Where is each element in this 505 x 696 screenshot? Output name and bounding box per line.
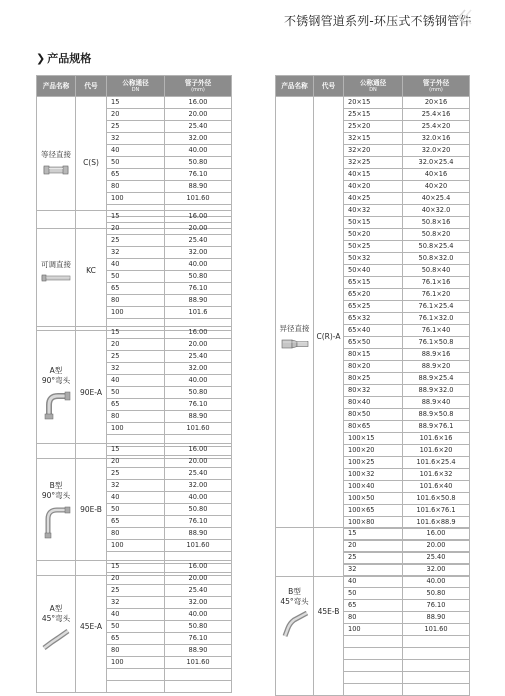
dn-cell: 50 (107, 387, 165, 399)
dn-cell: 65 (107, 399, 165, 411)
od-cell: 88.90 (165, 295, 232, 307)
dn-cell: 65×20 (344, 289, 403, 301)
dn-cell: 50 (107, 157, 165, 169)
od-cell: 76.10 (403, 600, 470, 612)
dn-cell: 65×15 (344, 277, 403, 289)
od-cell: 50.8×20 (403, 229, 470, 241)
od-cell: 25.4×20 (403, 121, 470, 133)
od-cell: 101.60 (403, 624, 470, 636)
product-name: 异径直接 (279, 323, 310, 333)
product-name-line1: A型 (49, 365, 63, 375)
dn-cell (344, 660, 403, 672)
elbow-90-icon (37, 390, 75, 420)
dn-cell: 25×20 (344, 121, 403, 133)
reducing-coupling-icon (276, 338, 313, 350)
dn-cell: 40×20 (344, 181, 403, 193)
col-header-dn: 公称通径 DN (344, 76, 403, 97)
dn-cell: 40×25 (344, 193, 403, 205)
spec-table-elbow-45-b (275, 527, 470, 696)
dn-cell: 20×15 (344, 97, 403, 109)
od-cell: 76.1×32.0 (403, 313, 470, 325)
od-cell: 20×16 (403, 97, 470, 109)
od-cell: 76.1×40 (403, 325, 470, 337)
product-code: KC (76, 211, 107, 331)
spec-table-elbow-90-b (36, 443, 232, 576)
dn-cell (344, 672, 403, 684)
col-header-code: 代号 (76, 76, 107, 97)
spec-table-reducing-coupling (275, 75, 470, 577)
dn-cell: 40 (107, 609, 165, 621)
od-cell: 50.80 (165, 504, 232, 516)
od-cell: 16.00 (165, 444, 232, 456)
dn-cell: 65 (344, 600, 403, 612)
dn-cell: 40 (344, 576, 403, 588)
table-row (276, 97, 470, 109)
dn-cell: 65 (107, 633, 165, 645)
od-cell (403, 636, 470, 648)
od-cell: 20.00 (165, 339, 232, 351)
table-header-row (276, 76, 470, 97)
section-title (36, 50, 91, 66)
dn-cell: 65×25 (344, 301, 403, 313)
product-code: 90E-A (76, 327, 107, 459)
col-header-dn: 公称通径 DN (107, 76, 165, 97)
dn-cell: 80×20 (344, 361, 403, 373)
col-header-name: 产品名称 (276, 76, 314, 97)
od-cell: 88.90 (165, 411, 232, 423)
product-name-cell (37, 561, 76, 693)
table-row (37, 561, 232, 573)
table-row (37, 211, 232, 223)
od-cell: 76.10 (165, 516, 232, 528)
dn-cell: 80×40 (344, 397, 403, 409)
dn-cell: 80 (107, 645, 165, 657)
od-cell: 20.00 (165, 109, 232, 121)
elbow-90-long-icon (37, 505, 75, 539)
od-cell: 101.6×40 (403, 481, 470, 493)
dn-cell: 80×65 (344, 421, 403, 433)
dn-cell: 40 (107, 259, 165, 271)
od-cell (403, 660, 470, 672)
od-cell: 50.8×25.4 (403, 241, 470, 253)
dn-cell: 20 (107, 573, 165, 585)
dn-cell: 40 (107, 492, 165, 504)
product-name: 可调直接 (41, 259, 71, 269)
dn-cell: 50 (107, 621, 165, 633)
dn-cell: 20 (107, 223, 165, 235)
dn-cell: 50×20 (344, 229, 403, 241)
dn-cell: 15 (344, 528, 403, 540)
od-cell: 16.00 (165, 561, 232, 573)
od-cell: 88.9×16 (403, 349, 470, 361)
dn-cell: 25 (107, 351, 165, 363)
od-cell: 101.6×76.1 (403, 505, 470, 517)
table-row (37, 97, 232, 109)
product-name-cell (37, 211, 76, 331)
dn-cell: 25 (107, 121, 165, 133)
product-name-cell (276, 97, 314, 577)
od-cell: 88.9×25.4 (403, 373, 470, 385)
product-code: 45E-A (76, 561, 107, 693)
od-cell: 88.9×76.1 (403, 421, 470, 433)
dn-cell: 100×40 (344, 481, 403, 493)
dn-cell: 100×32 (344, 469, 403, 481)
od-cell: 40.00 (165, 259, 232, 271)
od-cell: 25.40 (165, 121, 232, 133)
dn-cell: 65 (107, 516, 165, 528)
od-cell: 25.40 (165, 351, 232, 363)
dn-cell: 20 (107, 456, 165, 468)
dn-cell: 65×40 (344, 325, 403, 337)
od-cell: 101.6×20 (403, 445, 470, 457)
dn-cell: 25 (107, 235, 165, 247)
od-cell: 101.6×32 (403, 469, 470, 481)
dn-cell: 32 (107, 480, 165, 492)
dn-cell: 100 (107, 423, 165, 435)
dn-cell: 100 (107, 307, 165, 319)
od-cell: 76.10 (165, 283, 232, 295)
dn-cell (107, 681, 165, 693)
od-cell: 32.00 (165, 597, 232, 609)
od-cell: 101.6×88.9 (403, 517, 470, 529)
od-cell: 50.8×40 (403, 265, 470, 277)
dn-cell (344, 684, 403, 696)
dn-cell: 80×50 (344, 409, 403, 421)
od-cell: 40.00 (165, 609, 232, 621)
dn-cell: 50 (344, 588, 403, 600)
dn-cell: 80×32 (344, 385, 403, 397)
product-code: 90E-B (76, 444, 107, 576)
dn-cell: 32 (107, 597, 165, 609)
od-cell (165, 681, 232, 693)
dn-cell: 40×15 (344, 169, 403, 181)
page-header-title: 不锈钢管道系列-环压式不锈钢管件 (284, 14, 472, 28)
chevron-right-icon: ❯ (36, 52, 46, 65)
od-cell: 88.9×20 (403, 361, 470, 373)
col-header-od: 管子外径 (mm) (165, 76, 232, 97)
od-cell: 88.90 (165, 528, 232, 540)
dn-cell: 80 (107, 411, 165, 423)
dn-cell: 100 (107, 657, 165, 669)
dn-cell: 32 (344, 564, 403, 576)
od-cell: 32.0×20 (403, 145, 470, 157)
od-cell (403, 648, 470, 660)
table-row (276, 528, 470, 540)
dn-cell: 25 (344, 552, 403, 564)
od-cell: 76.1×20 (403, 289, 470, 301)
od-cell: 25.40 (403, 552, 470, 564)
spec-table-adjustable-coupling (36, 210, 232, 331)
od-cell: 25.4×16 (403, 109, 470, 121)
dn-cell: 15 (107, 444, 165, 456)
col-header-code: 代号 (314, 76, 344, 97)
dn-cell: 25 (107, 585, 165, 597)
product-code: C(S) (76, 97, 107, 229)
dn-cell: 80 (107, 295, 165, 307)
dn-cell: 100×15 (344, 433, 403, 445)
product-name-cell (37, 97, 76, 229)
od-cell: 32.00 (165, 247, 232, 259)
product-name-line1: B型 (49, 480, 63, 490)
elbow-45-long-icon (276, 611, 313, 637)
od-cell: 101.60 (165, 657, 232, 669)
od-cell: 76.10 (165, 399, 232, 411)
od-cell: 16.00 (165, 211, 232, 223)
product-name-line1: B型 (288, 586, 301, 596)
od-cell: 88.90 (403, 612, 470, 624)
od-cell: 76.1×16 (403, 277, 470, 289)
dn-cell: 32 (107, 247, 165, 259)
dn-cell: 32×20 (344, 145, 403, 157)
od-cell: 40×25.4 (403, 193, 470, 205)
dn-cell: 100×25 (344, 457, 403, 469)
od-cell: 101.60 (165, 540, 232, 552)
dn-cell: 100×20 (344, 445, 403, 457)
dn-cell: 25 (107, 468, 165, 480)
od-cell: 40.00 (165, 375, 232, 387)
dn-cell: 20 (107, 109, 165, 121)
od-cell: 16.00 (403, 528, 470, 540)
product-code: C(R)-A (314, 97, 344, 577)
od-cell: 88.9×40 (403, 397, 470, 409)
dn-cell: 65×50 (344, 337, 403, 349)
product-name-line2: 90°弯头 (41, 490, 71, 500)
dn-cell: 80×15 (344, 349, 403, 361)
dn-cell: 50 (107, 271, 165, 283)
od-cell: 25.40 (165, 235, 232, 247)
product-name-line2: 45°弯头 (280, 596, 309, 606)
od-cell: 50.80 (165, 157, 232, 169)
dn-cell: 50 (107, 504, 165, 516)
dn-cell: 32 (107, 363, 165, 375)
od-cell (403, 684, 470, 696)
dn-cell (344, 636, 403, 648)
dn-cell: 15 (107, 211, 165, 223)
od-cell: 40×16 (403, 169, 470, 181)
dn-cell: 50×25 (344, 241, 403, 253)
od-cell: 88.9×50.8 (403, 409, 470, 421)
double-chevron-left-icon (455, 8, 475, 30)
dn-cell: 80 (107, 181, 165, 193)
od-cell: 101.6×25.4 (403, 457, 470, 469)
dn-cell: 15 (107, 97, 165, 109)
dn-cell: 100 (107, 540, 165, 552)
od-cell: 32.00 (403, 564, 470, 576)
dn-cell: 80×25 (344, 373, 403, 385)
dn-cell: 15 (107, 561, 165, 573)
spec-table-elbow-45-a (36, 560, 232, 693)
col-header-name: 产品名称 (37, 76, 76, 97)
od-cell: 76.10 (165, 633, 232, 645)
od-cell: 50.80 (165, 621, 232, 633)
od-cell: 32.0×16 (403, 133, 470, 145)
adjustable-coupling-icon (37, 274, 75, 282)
dn-cell: 40 (107, 375, 165, 387)
product-code: 45E-B (314, 528, 344, 696)
od-cell: 20.00 (165, 223, 232, 235)
dn-cell: 80 (344, 612, 403, 624)
od-cell: 20.00 (403, 540, 470, 552)
col-header-od: 管子外径 (mm) (403, 76, 470, 97)
dn-cell: 20 (344, 540, 403, 552)
od-cell: 40.00 (165, 492, 232, 504)
od-cell: 16.00 (165, 327, 232, 339)
od-cell: 32.00 (165, 133, 232, 145)
dn-cell: 65×32 (344, 313, 403, 325)
od-cell: 32.0×25.4 (403, 157, 470, 169)
dn-cell: 100×50 (344, 493, 403, 505)
od-cell: 20.00 (165, 573, 232, 585)
od-cell: 50.80 (165, 271, 232, 283)
dn-cell: 50×32 (344, 253, 403, 265)
dn-cell: 65 (107, 169, 165, 181)
od-cell: 101.60 (165, 193, 232, 205)
dn-cell: 20 (107, 339, 165, 351)
dn-cell: 15 (107, 327, 165, 339)
od-cell: 40.00 (403, 576, 470, 588)
product-name-cell (37, 327, 76, 459)
od-cell: 25.40 (165, 585, 232, 597)
dn-cell (344, 648, 403, 660)
table-row (37, 327, 232, 339)
od-cell: 88.90 (165, 181, 232, 193)
dn-cell: 100×80 (344, 517, 403, 529)
od-cell: 20.00 (165, 456, 232, 468)
table-row (37, 444, 232, 456)
product-name-line2: 90°弯头 (41, 375, 71, 385)
od-cell (403, 672, 470, 684)
od-cell: 50.8×32.0 (403, 253, 470, 265)
elbow-45-icon (37, 628, 75, 650)
od-cell: 101.6×50.8 (403, 493, 470, 505)
od-cell: 40×20 (403, 181, 470, 193)
dn-cell: 32×15 (344, 133, 403, 145)
od-cell: 76.10 (165, 169, 232, 181)
table-header-row (37, 76, 232, 97)
dn-cell: 40 (107, 145, 165, 157)
od-cell: 50.8×16 (403, 217, 470, 229)
od-cell: 50.80 (403, 588, 470, 600)
dn-cell: 50×40 (344, 265, 403, 277)
dn-cell: 100 (344, 624, 403, 636)
section-title-text: 产品规格 (47, 52, 92, 65)
od-cell: 88.9×32.0 (403, 385, 470, 397)
dn-cell: 100×65 (344, 505, 403, 517)
od-cell: 76.1×25.4 (403, 301, 470, 313)
od-cell: 40×32.0 (403, 205, 470, 217)
dn-cell: 25×15 (344, 109, 403, 121)
dn-cell: 50×15 (344, 217, 403, 229)
dn-cell: 32×25 (344, 157, 403, 169)
product-name-cell (276, 528, 314, 696)
product-name: 等径直接 (41, 149, 71, 159)
od-cell: 88.90 (165, 645, 232, 657)
product-name-cell (37, 444, 76, 576)
od-cell: 16.00 (165, 97, 232, 109)
straight-coupling-icon (37, 164, 75, 176)
product-name-line2: 45°弯头 (41, 613, 71, 623)
spec-table-straight-coupling (36, 75, 232, 229)
od-cell: 50.80 (165, 387, 232, 399)
od-cell: 25.40 (165, 468, 232, 480)
od-cell: 40.00 (165, 145, 232, 157)
product-name-line1: A型 (49, 603, 63, 613)
dn-cell: 40×32 (344, 205, 403, 217)
od-cell: 76.1×50.8 (403, 337, 470, 349)
dn-cell: 80 (107, 528, 165, 540)
od-cell: 32.00 (165, 363, 232, 375)
dn-cell: 100 (107, 193, 165, 205)
od-cell: 101.6 (165, 307, 232, 319)
od-cell: 101.6×16 (403, 433, 470, 445)
spec-table-elbow-90-a (36, 326, 232, 459)
dn-cell: 32 (107, 133, 165, 145)
od-cell: 101.60 (165, 423, 232, 435)
dn-cell: 65 (107, 283, 165, 295)
od-cell: 32.00 (165, 480, 232, 492)
